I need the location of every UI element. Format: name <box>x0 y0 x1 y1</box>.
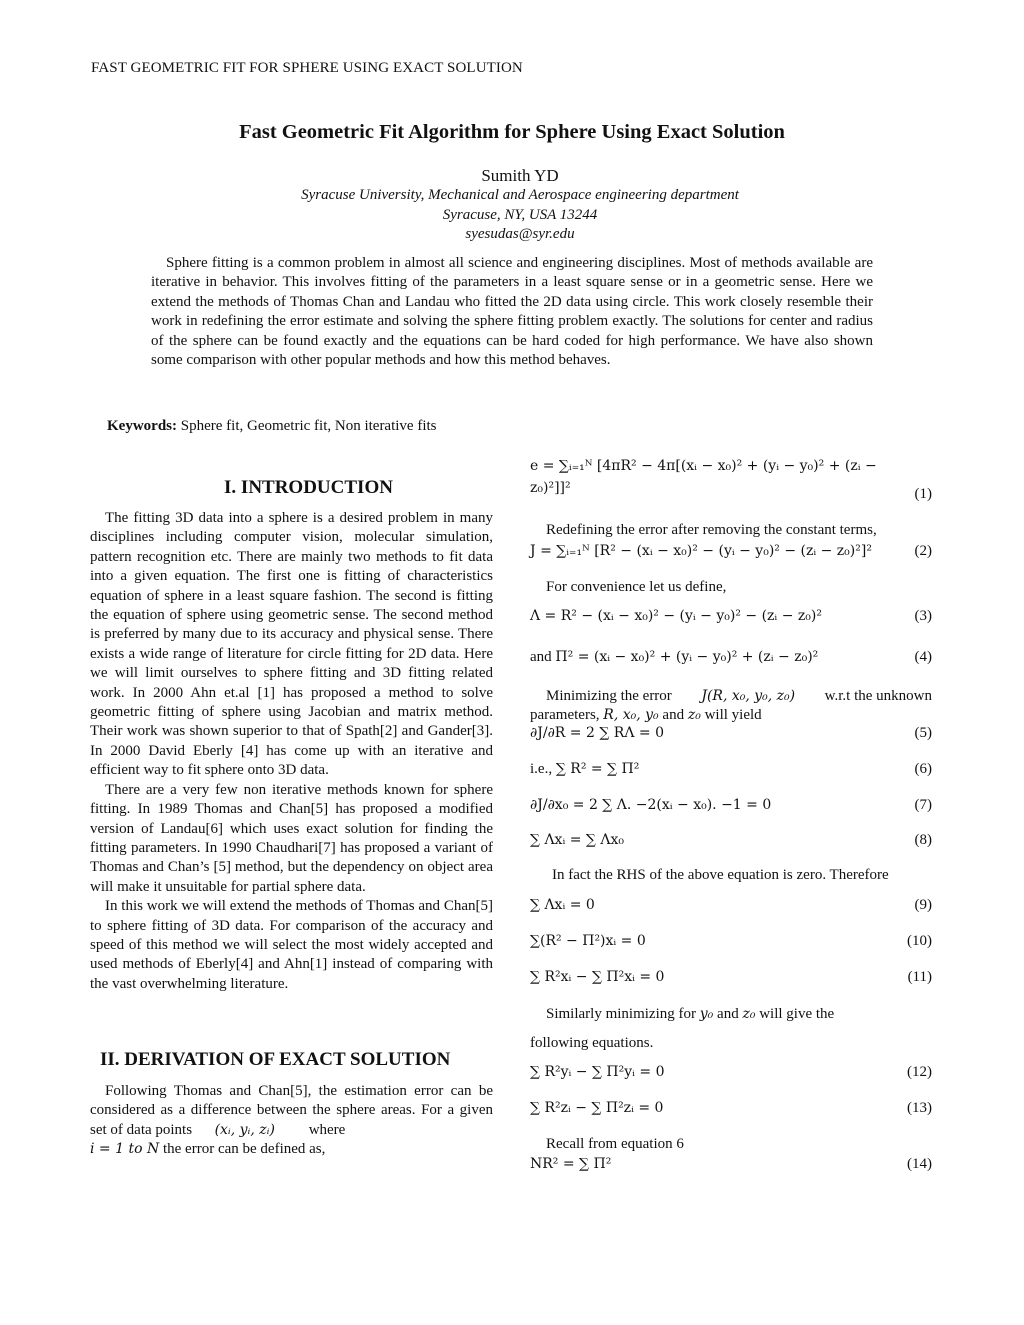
intro-paragraph-3: In this work we will extend the methods of Thomas and Chan[5] to sphere fitting of 3D data. For comparison of the accuracy and speed of this method we will select the most widely accepted and used methods of Eberly[4] and Ahn[1] instead of comparing with the vast overwhelming literature. <box>90 898 493 992</box>
author-name: Sumith YD <box>481 166 559 185</box>
equation-12-body: ∑ R²yᵢ − ∑ Π²yᵢ = 0 <box>530 1064 665 1080</box>
equation-5-body: ∂J/∂R = 2 ∑ RΛ = 0 <box>530 725 664 741</box>
derivation-where: where <box>308 1121 346 1138</box>
equation-8-number: (8) <box>914 832 932 848</box>
equation-14 <box>530 1156 932 1173</box>
derivation-text-start: Following Thomas and Chan[5], the estimation error can be considered as a difference between the sphere areas. For a given set of data points <box>90 1083 493 1138</box>
keywords-label: Keywords: <box>107 418 177 434</box>
equation-10 <box>530 933 932 950</box>
text-convenience: For convenience let us define, <box>546 579 727 595</box>
minimizing-z0: z₀ <box>687 707 701 724</box>
equation-5 <box>530 725 932 742</box>
similarly-text-1: Similarly minimizing for <box>546 1006 696 1022</box>
equation-4-number: (4) <box>914 649 932 665</box>
equation-13-body: ∑ R²zᵢ − ∑ Π²zᵢ = 0 <box>530 1100 664 1116</box>
text-following: following equations. <box>530 1035 654 1051</box>
equation-5-number: (5) <box>914 725 932 741</box>
section-1-heading: I. INTRODUCTION <box>224 477 393 498</box>
text-similarly <box>546 1006 834 1023</box>
equation-10-number: (10) <box>907 933 932 949</box>
equation-11-body: ∑ R²xᵢ − ∑ Π²xᵢ = 0 <box>530 969 665 985</box>
equation-6-number: (6) <box>914 761 932 777</box>
minimizing-and: and <box>662 707 685 724</box>
equation-1-line-1: e = ∑ᵢ₌₁ᴺ [4πR² − 4π[(xᵢ − x₀)² + (yᵢ − y₀)² + (zᵢ − <box>530 458 877 474</box>
minimizing-text-4: will yield <box>704 707 762 724</box>
abstract: Sphere fitting is a common problem in almost all science and engineering disciplines. Most of methods available are iterative in behavior. This involves fitting of the parameters in a least square sense or in a geometric sense. Here we extend the methods of Thomas Chan and Landau who fitted the 2D data using circle. This work closely resemble their work in redefining the error estimate and solving the sphere fitting problem exactly. The solutions for center and radius of the sphere can be found exactly and the equations can be hard coded for high performance. We have also shown some comparison with other popular methods and how this method behaves. <box>151 255 873 369</box>
minimizing-params: R, x₀, y₀ <box>603 707 659 724</box>
keywords <box>107 418 437 435</box>
equation-3 <box>530 608 932 625</box>
equation-7-body: ∂J/∂x₀ = 2 ∑ Λ. −2(xᵢ − x₀). −1 = 0 <box>530 797 772 813</box>
equation-6 <box>530 761 932 778</box>
equation-14-number: (14) <box>907 1156 932 1172</box>
equation-4 <box>530 649 932 666</box>
equation-2-body: J = ∑ᵢ₌₁ᴺ [R² − (xᵢ − x₀)² − (yᵢ − y₀)² − (zᵢ − z₀)²]² <box>530 543 872 559</box>
equation-11 <box>530 969 932 986</box>
equation-4-prefix: and <box>530 649 552 665</box>
equation-9-number: (9) <box>914 897 932 913</box>
equation-1-line-2: z₀)²]]² <box>530 480 571 496</box>
equation-9-body: ∑ Λxᵢ = 0 <box>530 897 595 913</box>
equation-3-body: Λ = R² − (xᵢ − x₀)² − (yᵢ − y₀)² − (zᵢ − z₀)² <box>530 608 822 624</box>
section-2-body <box>90 1082 493 1160</box>
affiliation-line-2: Syracuse, NY, USA 13244 <box>442 207 598 223</box>
intro-paragraph-2: There are a very few non iterative methods known for sphere fitting. In 1989 Thomas and Chan[5] has proposed a modified version of Landau[6] which uses exact solution for finding the fitting parameters. In 1990 Chaudhari[7] has proposed a variant of Thomas and Chan’s [5] method, but the dependency on object area will make it unsuitable for partial sphere data. <box>90 781 493 895</box>
paper-title: Fast Geometric Fit Algorithm for Sphere Using Exact Solution <box>239 121 785 143</box>
similarly-y0: y₀ <box>699 1006 714 1022</box>
minimizing-function: J(R, x₀, y₀, z₀) <box>701 688 796 704</box>
minimizing-paragraph <box>530 687 932 726</box>
equation-14-body: NR² = ∑ Π² <box>530 1156 612 1172</box>
running-head: FAST GEOMETRIC FIT FOR SPHERE USING EXACT SOLUTION <box>91 60 523 76</box>
data-points-math: (xᵢ, yᵢ, zᵢ) <box>214 1121 275 1138</box>
similarly-text-2: will give the <box>759 1006 835 1022</box>
equation-12-number: (12) <box>907 1064 932 1080</box>
equation-7 <box>530 797 932 814</box>
derivation-text-end: the error can be defined as, <box>159 1141 326 1158</box>
minimizing-text-1: Minimizing the error <box>546 688 672 704</box>
text-recall: Recall from equation 6 <box>546 1136 684 1152</box>
section-2-heading: II. DERIVATION OF EXACT SOLUTION <box>100 1049 451 1070</box>
affiliation-line-1: Syracuse University, Mechanical and Aerospace engineering department <box>301 187 739 203</box>
intro-paragraph-1: The fitting 3D data into a sphere is a desired problem in many disciplines including computer vision, molecular simulation, pattern recognition etc. There are mainly two methods to fit data into a given equation. The first one is fitting of characteristics equation of sphere in a least square fashion. The second is fitting the equation of sphere using geometric sense. The second method is preferred by many due to its accuracy and physical sense. There exists a wide range of literature for circle fitting for 2D data. Here we will limit ourselves to sphere fitting and 3D fitting related work. In 2000 Ahn et.al [1] has proposed a method to solve geometric fitting of sphere using Jacobian and matrix method. Their work was shown superior to that of Spath[2] and Gander[3]. In 2000 David Eberly [4] has come up with an iterative and efficient way to fit sphere onto 3D data. <box>90 510 493 779</box>
minimizing-text-3: parameters, <box>530 707 600 724</box>
equation-13-number: (13) <box>907 1100 932 1116</box>
equation-7-number: (7) <box>914 797 932 813</box>
equation-1-number: (1) <box>914 486 932 502</box>
text-rhs-zero: In fact the RHS of the above equation is zero. Therefore <box>552 867 889 883</box>
equation-11-number: (11) <box>907 969 932 985</box>
minimizing-text-2: w.r.t the unknown <box>824 688 932 704</box>
equation-10-body: ∑(R² − Π²)xᵢ = 0 <box>530 933 646 949</box>
author-email: syesudas@syr.edu <box>465 226 575 242</box>
equation-8-body: ∑ Λxᵢ = ∑ Λx₀ <box>530 832 624 848</box>
equation-6-prefix: i.e., <box>530 761 553 777</box>
equation-2 <box>530 543 932 560</box>
keywords-text: Sphere fit, Geometric fit, Non iterative fits <box>177 418 437 434</box>
derivation-paragraph <box>90 1082 493 1160</box>
equation-2-number: (2) <box>914 543 932 559</box>
equation-12 <box>530 1064 932 1081</box>
equation-8 <box>530 832 932 849</box>
equation-13 <box>530 1100 932 1117</box>
similarly-and: and <box>717 1006 739 1022</box>
equation-9 <box>530 897 932 914</box>
equation-6-body: ∑ R² = ∑ Π² <box>555 761 640 777</box>
index-range-math: i = 1 to N <box>90 1141 160 1158</box>
equation-4-body: Π² = (xᵢ − x₀)² + (yᵢ − y₀)² + (zᵢ − z₀)² <box>555 649 819 665</box>
equation-1 <box>530 458 932 502</box>
text-redefine: Redefining the error after removing the constant terms, <box>546 522 877 538</box>
similarly-z0: z₀ <box>742 1006 756 1022</box>
equation-3-number: (3) <box>914 608 932 624</box>
section-1-body <box>90 509 493 994</box>
